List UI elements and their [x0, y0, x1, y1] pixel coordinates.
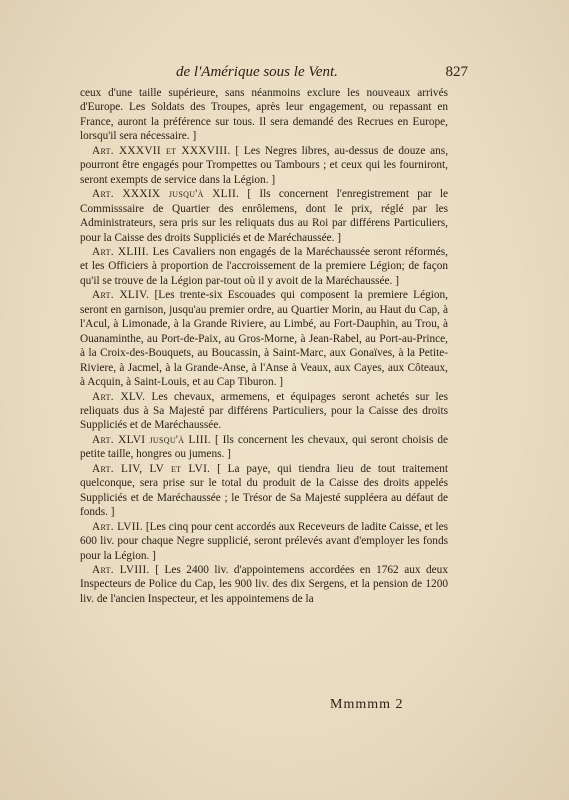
page-number: 827: [445, 64, 468, 80]
article-label: Art. XLV.: [92, 390, 146, 403]
article-label: Art. XLVI jusqu'à LIII.: [92, 433, 212, 446]
paragraph: [80, 433, 448, 462]
article-label: Art. LIV, LV et LVI.: [92, 462, 211, 475]
article-label: Art. XLIII.: [92, 245, 149, 258]
paragraph: [80, 520, 448, 563]
running-header: [148, 64, 468, 84]
paragraph-text: [ Les Negres libres, au-dessus de douze ans, pourront être engagés pour Trompettes ou Tambours ; et ceux qui les fourniront, seront exempts de service dans la Légion. ]: [80, 144, 449, 186]
paragraph-text: [ La paye, qui tiendra lieu de tout traitement quelconque, sera prise sur le total du produit de la Caisse des droits appelés Suppliciés et de Maréchaussée ; le Trésor de Sa Majesté suppléera au défaut de fonds. ]: [80, 462, 448, 519]
paragraph-text: [Les trente-six Escouades qui composent la premiere Légion, seront en garnison, jusqu'au premier ordre, au Quartier Morin, au Haut du Cap, à l'Acul, à Limonade, à la Grande Riviere, au Limbé, au Fort-Dauphin, au Trou, à Ouanaminthe, au Port-de-Paix, au Gros-Morne, à Jean-Rabel, au Port-au-Prince, à la Croix-des-Bouquets, au Boucassin, à Saint-Marc, aux Gonaïves, à la Petite-Riviere, à Jacmel, à la Grande-Anse, à l'Anse à Veaux, aux Cayes, aux Côteaux, à Acquin, à Saint-Louis, et au Cap Tiburon. ]: [80, 289, 448, 389]
paragraph-text: Les chevaux, armemens, et équipages seront achetés sur les reliquats dus à Sa Majesté par différens Particuliers, pour la Caisse des droits Suppliciés et de Maréchaussée.: [80, 390, 449, 432]
text-body: [80, 86, 448, 606]
paragraph-text: [Les cinq pour cent accordés aux Receveurs de ladite Caisse, et les 600 liv. pour chaque Negre supplicié, seront prélevés avant d'employer les fonds pour la Légion. ]: [80, 520, 449, 562]
article-label: Art. XXXIX jusqu'à XLII.: [92, 188, 240, 201]
article-label: Art. XXXVII et XXXVIII.: [92, 144, 231, 157]
paragraph-text: [ Ils concernent les chevaux, qui seront choisis de petite taille, hongres ou jumens. ]: [80, 433, 448, 461]
article-label: Art. LVIII.: [92, 563, 150, 576]
article-label: Art. XLIV.: [92, 289, 150, 302]
paragraph: [80, 245, 448, 288]
paragraph: [80, 288, 448, 389]
paragraph: [80, 187, 448, 245]
paragraph-text: Les Cavaliers non engagés de la Maréchaussée seront réformés, et les Officiers à proportion de l'accroissement de la premiere Légion; de façon qu'il se trouve de la Légion par-tout où il y avoit de la Maréchaussée. ]: [80, 245, 448, 287]
catchword: Mmmmm 2: [330, 697, 404, 712]
paragraph-text: [ Ils concernent l'enregistrement par le Commisssaire de Quartier des enrôlemens, dont le prix, réglé par les Administrateurs, sera pris sur les reliquats dus au Roi par différens Particuliers, pour la Caisse des droits Suppliciés et de Maréchaussée. ]: [80, 188, 448, 244]
paragraph-text: ceux d'une taille supérieure, sans néanmoins exclure les nouveaux arrivés d'Europe. Les Soldats des Troupes, après leur engagement, ou repassant en France, auront la préférence sur tous. Il sera demandé des Recrues en Europe, lorsqu'il sera nécessaire. ]: [80, 87, 448, 143]
paragraph: [80, 563, 448, 606]
running-title: de l'Amérique sous le Vent.: [176, 64, 338, 80]
paragraph: [80, 462, 448, 520]
paragraph: [80, 144, 448, 187]
paragraph: [80, 86, 448, 144]
paragraph-text: [ Les 2400 liv. d'appointemens accordées en 1762 aux deux Inspecteurs de Police du Cap, les 900 liv. des dix Sergens, et la pension de 1200 liv. de l'ancien Inspecteur, et les appointemens de la: [80, 563, 448, 605]
article-label: Art. LVII.: [92, 520, 143, 533]
paragraph: [80, 390, 448, 433]
